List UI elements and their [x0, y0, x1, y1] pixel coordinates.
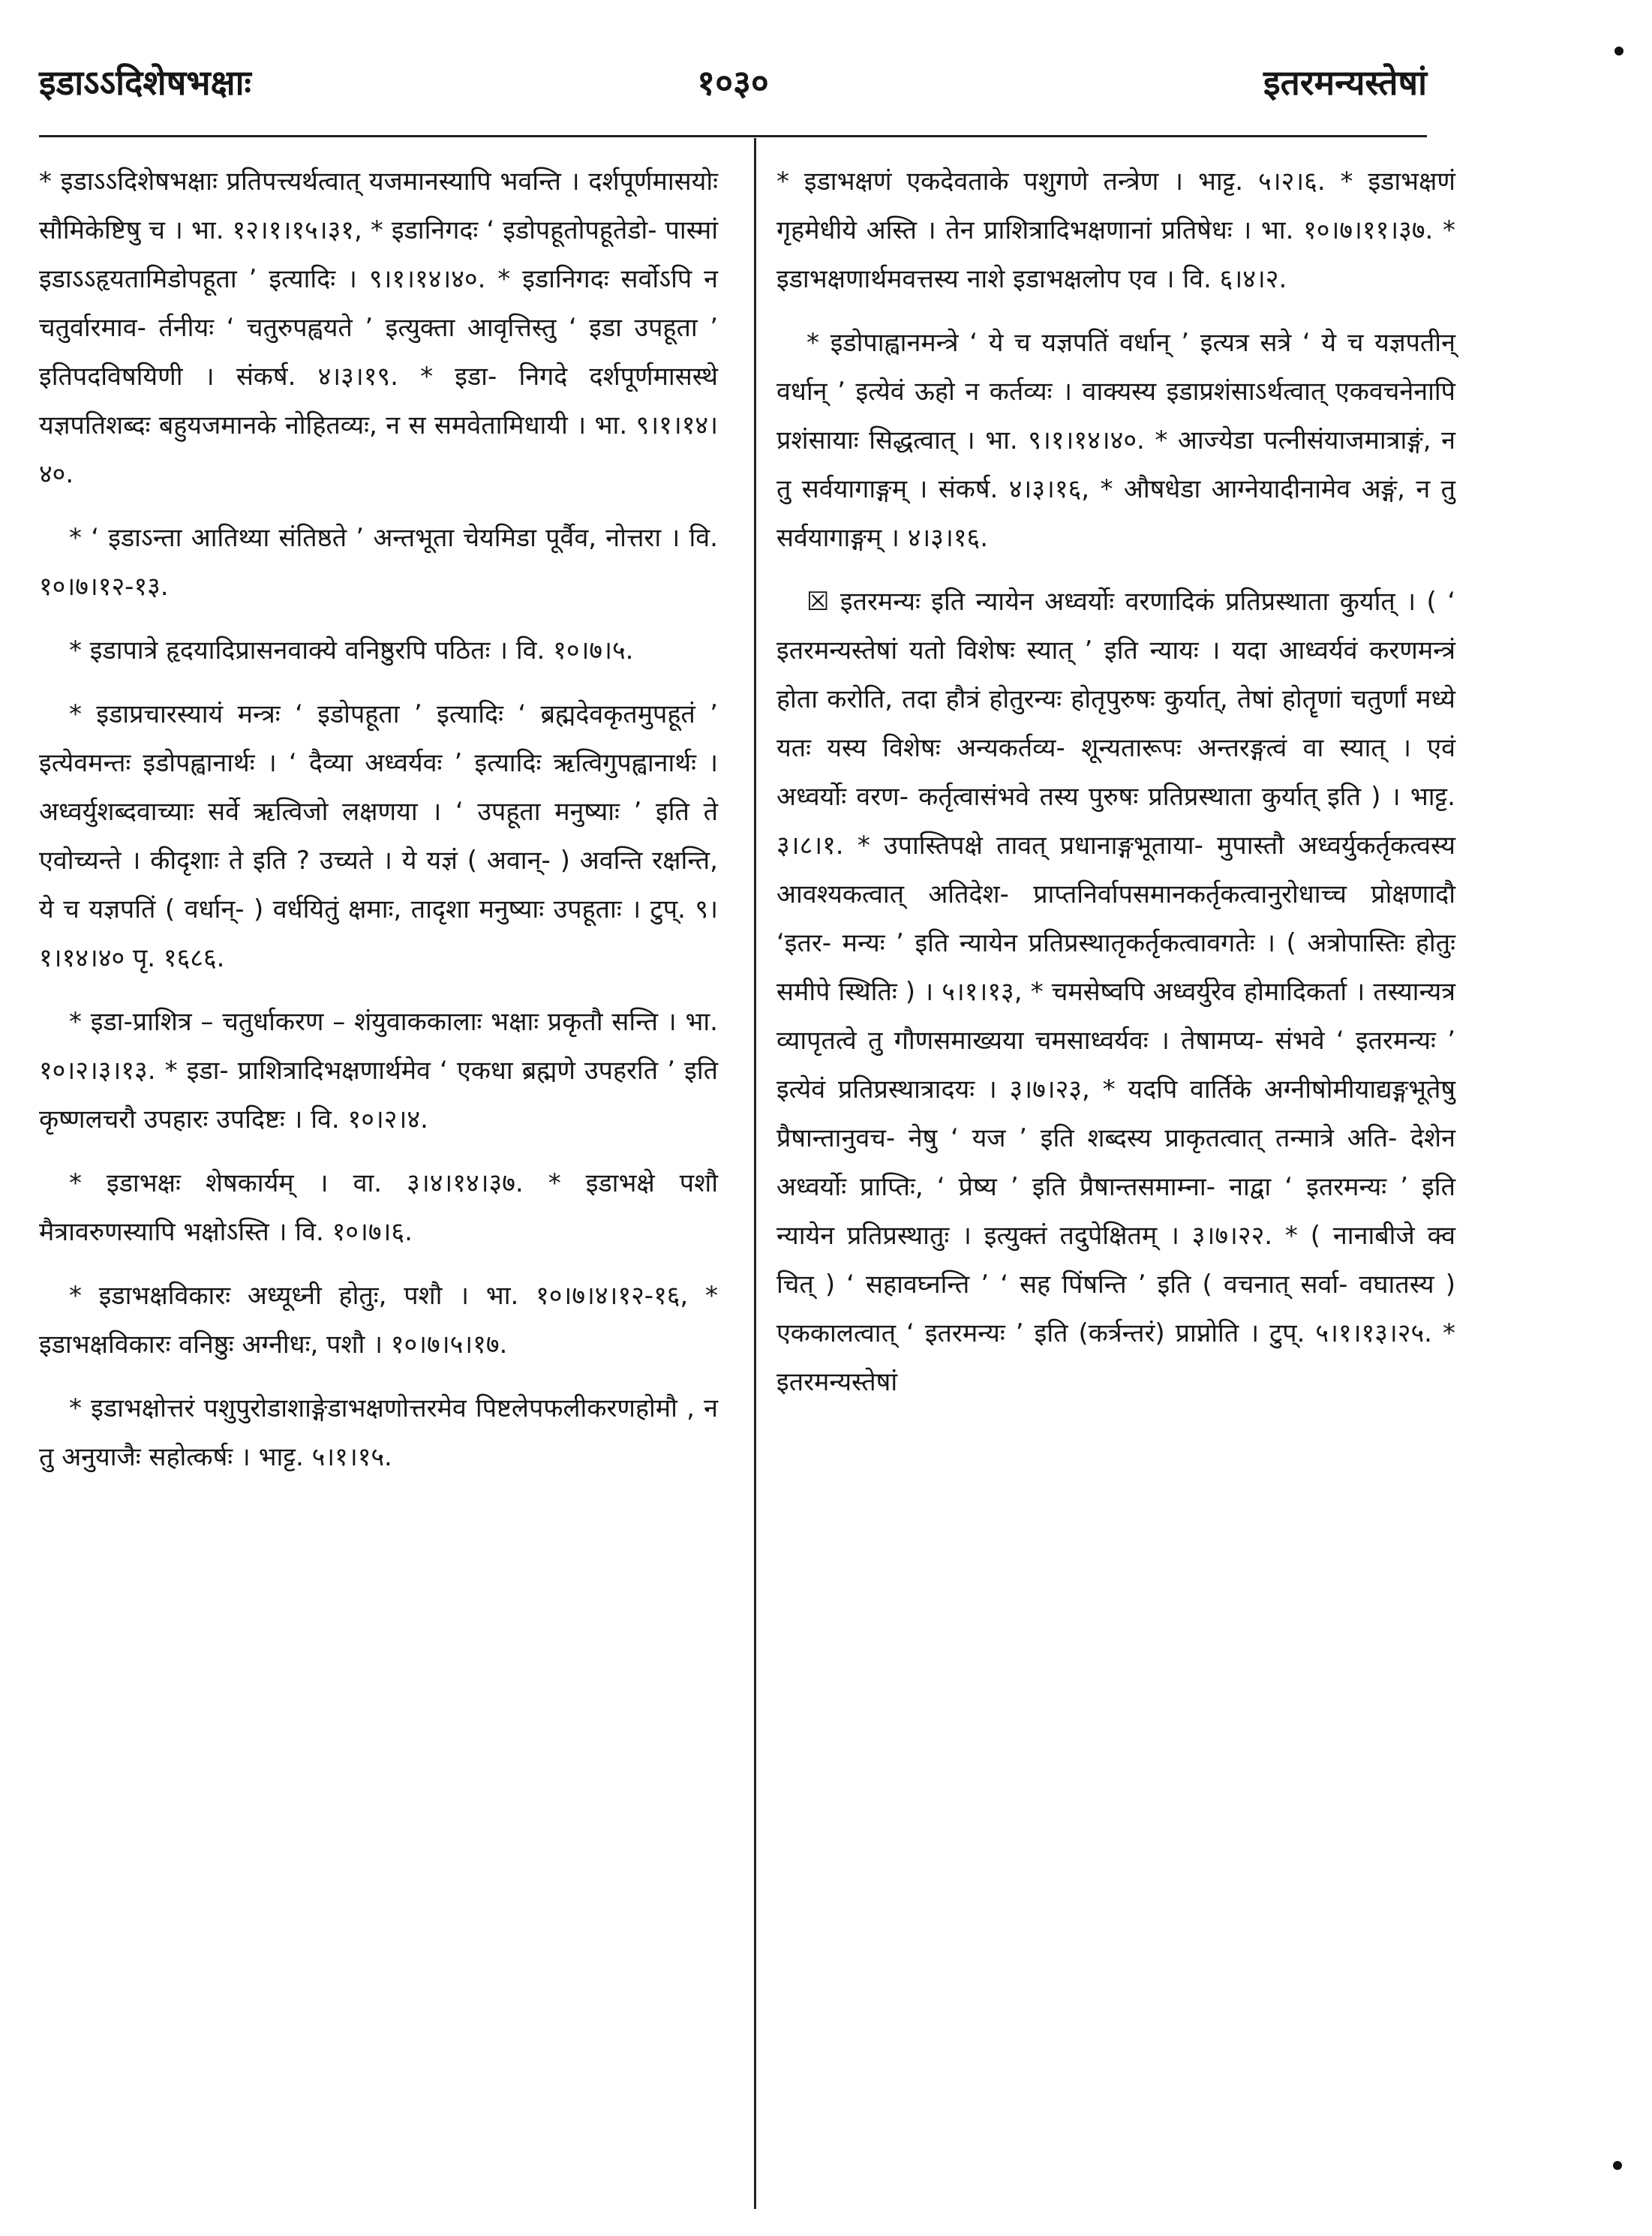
header-rule	[39, 135, 1427, 137]
column-divider	[754, 138, 756, 2209]
entry-ida-prashitra: * इडा-प्राशित्र – चतुर्धाकरण – शंयुवाककालाः भक्षाः प्रकृतौ सन्ति । भा. १०।२।३।१३. * इडा- प्राशित्रादिभक्षणार्थमेव ‘ एकधा ब्रह्मणे उपहरति ’ इति कृष्णलचरौ उपहारः उपदिष्टः । वि. १०।२।४.	[39, 1007, 718, 1135]
right-column	[776, 158, 1455, 1422]
entry-ida-pracharasya: * इडाप्रचारस्यायं मन्त्रः ‘ इडोपहूता ’ इत्यादिः ‘ ब्रह्मदेवकृतमुपहूतं ’ इत्येवमन्तः इडोपह्वानार्थः । ‘ दैव्या अध्वर्यवः ’ इत्यादिः ऋत्विगुपह्वानार्थः । अध्वर्युशब्दवाच्याः सर्वे ऋत्विजो लक्षणया । ‘ उपहूता मनुष्याः ’ इति ते एवोच्यन्ते । कीदृशाः ते इति ? उच्यते । ये यज्ञं ( अवान्- ) अवन्ति रक्षन्ति, ये च यज्ञपतिं ( वर्धान्- ) वर्धयितुं क्षमाः, तादृशा मनुष्याः उपहूताः । टुप्. ९।१।१४।४० पृ. १६८६.	[39, 699, 718, 973]
scan-speck	[1614, 47, 1623, 56]
entry-ida-bhakshottaram: * इडाभक्षोत्तरं पशुपुरोडाशाङ्गेडाभक्षणोत्तरमेव पिष्टलेपफलीकरणहोमौ , न तु अनुयाजैः सहोत्कर्षः । भाट्ट. ५।१।१५.	[39, 1393, 718, 1472]
entry-ida-anta: * ‘ इडाऽन्ता आतिथ्या संतिष्ठते ’ अन्तभूता चेयमिडा पूर्वैव, नोत्तरा । वि. १०।७।१२-१३.	[39, 523, 718, 602]
page-header	[39, 59, 1427, 111]
page-number: १०३०	[697, 62, 769, 103]
left-column	[39, 158, 718, 1497]
header-first-headword: इडाऽऽदिशेषभक्षाः	[39, 62, 251, 103]
header-last-headword: इतरमन्यस्तेषां	[1263, 62, 1427, 103]
scan-speck	[1613, 2161, 1622, 2170]
entry-ida-bhaksha-vikarah: * इडाभक्षविकारः अध्यूध्नी होतुः, पशौ । भा. १०।७।४।१२-१६, * इडाभक्षविकारः वनिष्ठुः अग्नीधः, पशौ । १०।७।५।१७.	[39, 1281, 718, 1360]
entry-ida-patre: * इडापात्रे हृदयादिप्रासनवाक्ये वनिष्ठुरपि पठितः । वि. १०।७।५.	[69, 636, 634, 666]
entry-ida-shesha-bhaksha: * इडाऽऽदिशेषभक्षाः प्रतिपत्त्यर्थत्वात् यजमानस्यापि भवन्ति । दर्शपूर्णमासयोः सौमिकेष्टिषु च । भा. १२।१।१५।३१, * इडानिगदः ‘ इडोपहूतोपहूतेडो- पास्मां इडाऽऽहृयतामिडोपहूता ’ इत्यादिः । ९।१।१४।४०. * इडानिगदः सर्वोऽपि न चतुर्वारमाव- र्तनीयः ‘ चतुरुपह्वयते ’ इत्युक्ता आवृत्तिस्तु ‘ इडा उपहूता ’ इतिपदविषयिणी । संकर्ष. ४।३।१९. * इडा- निगदे दर्शपूर्णमासस्थे यज्ञपतिशब्दः बहुयजमानके नोहितव्यः, न स समवेतामिधायी । भा. ९।१।१४।४०.	[39, 167, 718, 489]
entry-ida-bhakshanam: * इडाभक्षणं एकदेवताके पशुगणे तन्त्रेण । भाट्ट. ५।२।६. * इडाभक्षणं गृहमेधीये अस्ति । तेन प्राशित्रादिभक्षणानां प्रतिषेधः । भा. १०।७।११।३७. * इडाभक्षणार्थमवत्तस्य नाशे इडाभक्षलोप एव । वि. ६।४।२.	[776, 167, 1455, 294]
entry-ida-bhakshah: * इडाभक्षः शेषकार्यम् । वा. ३।४।१४।३७. * इडाभक्षे पशौ मैत्रावरुणस्यापि भक्षोऽस्ति । वि. १०।७।६.	[39, 1168, 718, 1247]
entry-itaram-anyah: ☒ इतरमन्यः इति न्यायेन अध्वर्योः वरणादिकं प्रतिप्रस्थाता कुर्यात् । ( ‘ इतरमन्यस्तेषां यतो विशेषः स्यात् ’ इति न्यायः । यदा आध्वर्यवं करणमन्त्रं होता करोति, तदा हौत्रं होतुरन्यः होतृपुरुषः कुर्यात्, तेषां होतॄणां चतुर्णां मध्ये यतः यस्य विशेषः अन्यकर्तव्य- शून्यतारूपः अन्तरङ्गत्वं वा स्यात् । एवं अध्वर्योः वरण- कर्तृत्वासंभवे तस्य पुरुषः प्रतिप्रस्थाता कुर्यात् इति ) । भाट्ट. ३।८।१. * उपास्तिपक्षे तावत् प्रधानाङ्गभूताया- मुपास्तौ अध्वर्युकर्तृकत्वस्य आवश्यकत्वात् अतिदेश- प्राप्तनिर्वापसमानकर्तृकत्वानुरोधाच्च प्रोक्षणादौ ‘इतर- मन्यः ’ इति न्यायेन प्रतिप्रस्थातृकर्तृकत्वावगतेः । ( अत्रोपास्तिः होतुः समीपे स्थितिः ) । ५।१।१३, * चमसेष्वपि अध्वर्युरेव होमादिकर्ता । तस्यान्यत्र व्यापृतत्वे तु गौणसमाख्यया चमसाध्वर्यवः । तेषामप्य- संभवे ‘ इतरमन्यः ’ इत्येवं प्रतिप्रस्थात्रादयः । ३।७।२३, * यदपि वार्तिके अग्नीषोमीयाद्यङ्गभूतेषु प्रैषान्तानुवच- नेषु ‘ यज ’ इति शब्दस्य प्राकृतत्वात् तन्मात्रे अति- देशेन अध्वर्योः प्राप्तिः, ‘ प्रेष्य ’ इति प्रैषान्तसमाम्ना- नाद्वा ‘ इतरमन्यः ’ इति न्यायेन प्रतिप्रस्थातुः । इत्युक्तं तदुपेक्षितम् । ३।७।२२. * ( नानाबीजे क्व चित् ) ‘ सहावघ्नन्ति ’ ‘ सह पिंषन्ति ’ इति ( वचनात् सर्वा- वघातस्य ) एककालत्वात् ‘ इतरमन्यः ’ इति (कर्त्रन्तरं) प्राप्नोति । टुप्. ५।१।१३।२५. * इतरमन्यस्तेषां	[776, 587, 1455, 1397]
entry-idopahvana-mantre: * इडोपाह्वानमन्त्रे ‘ ये च यज्ञपतिं वर्धान् ’ इत्यत्र सत्रे ‘ ये च यज्ञपतीन् वर्धान् ’ इत्येवं ऊहो न कर्तव्यः । वाक्यस्य इडाप्रशंसाऽर्थत्वात् एकवचनेनापि प्रशंसायाः सिद्धत्वात् । भा. ९।१।१४।४०. * आज्येडा पत्नीसंयाजमात्राङ्गं, न तु सर्वयागाङ्गम् । संकर्ष. ४।३।१६, * औषधेडा आग्नेयादीनामेव अङ्गं, न तु सर्वयागाङ्गम् । ४।३।१६.	[776, 328, 1455, 553]
